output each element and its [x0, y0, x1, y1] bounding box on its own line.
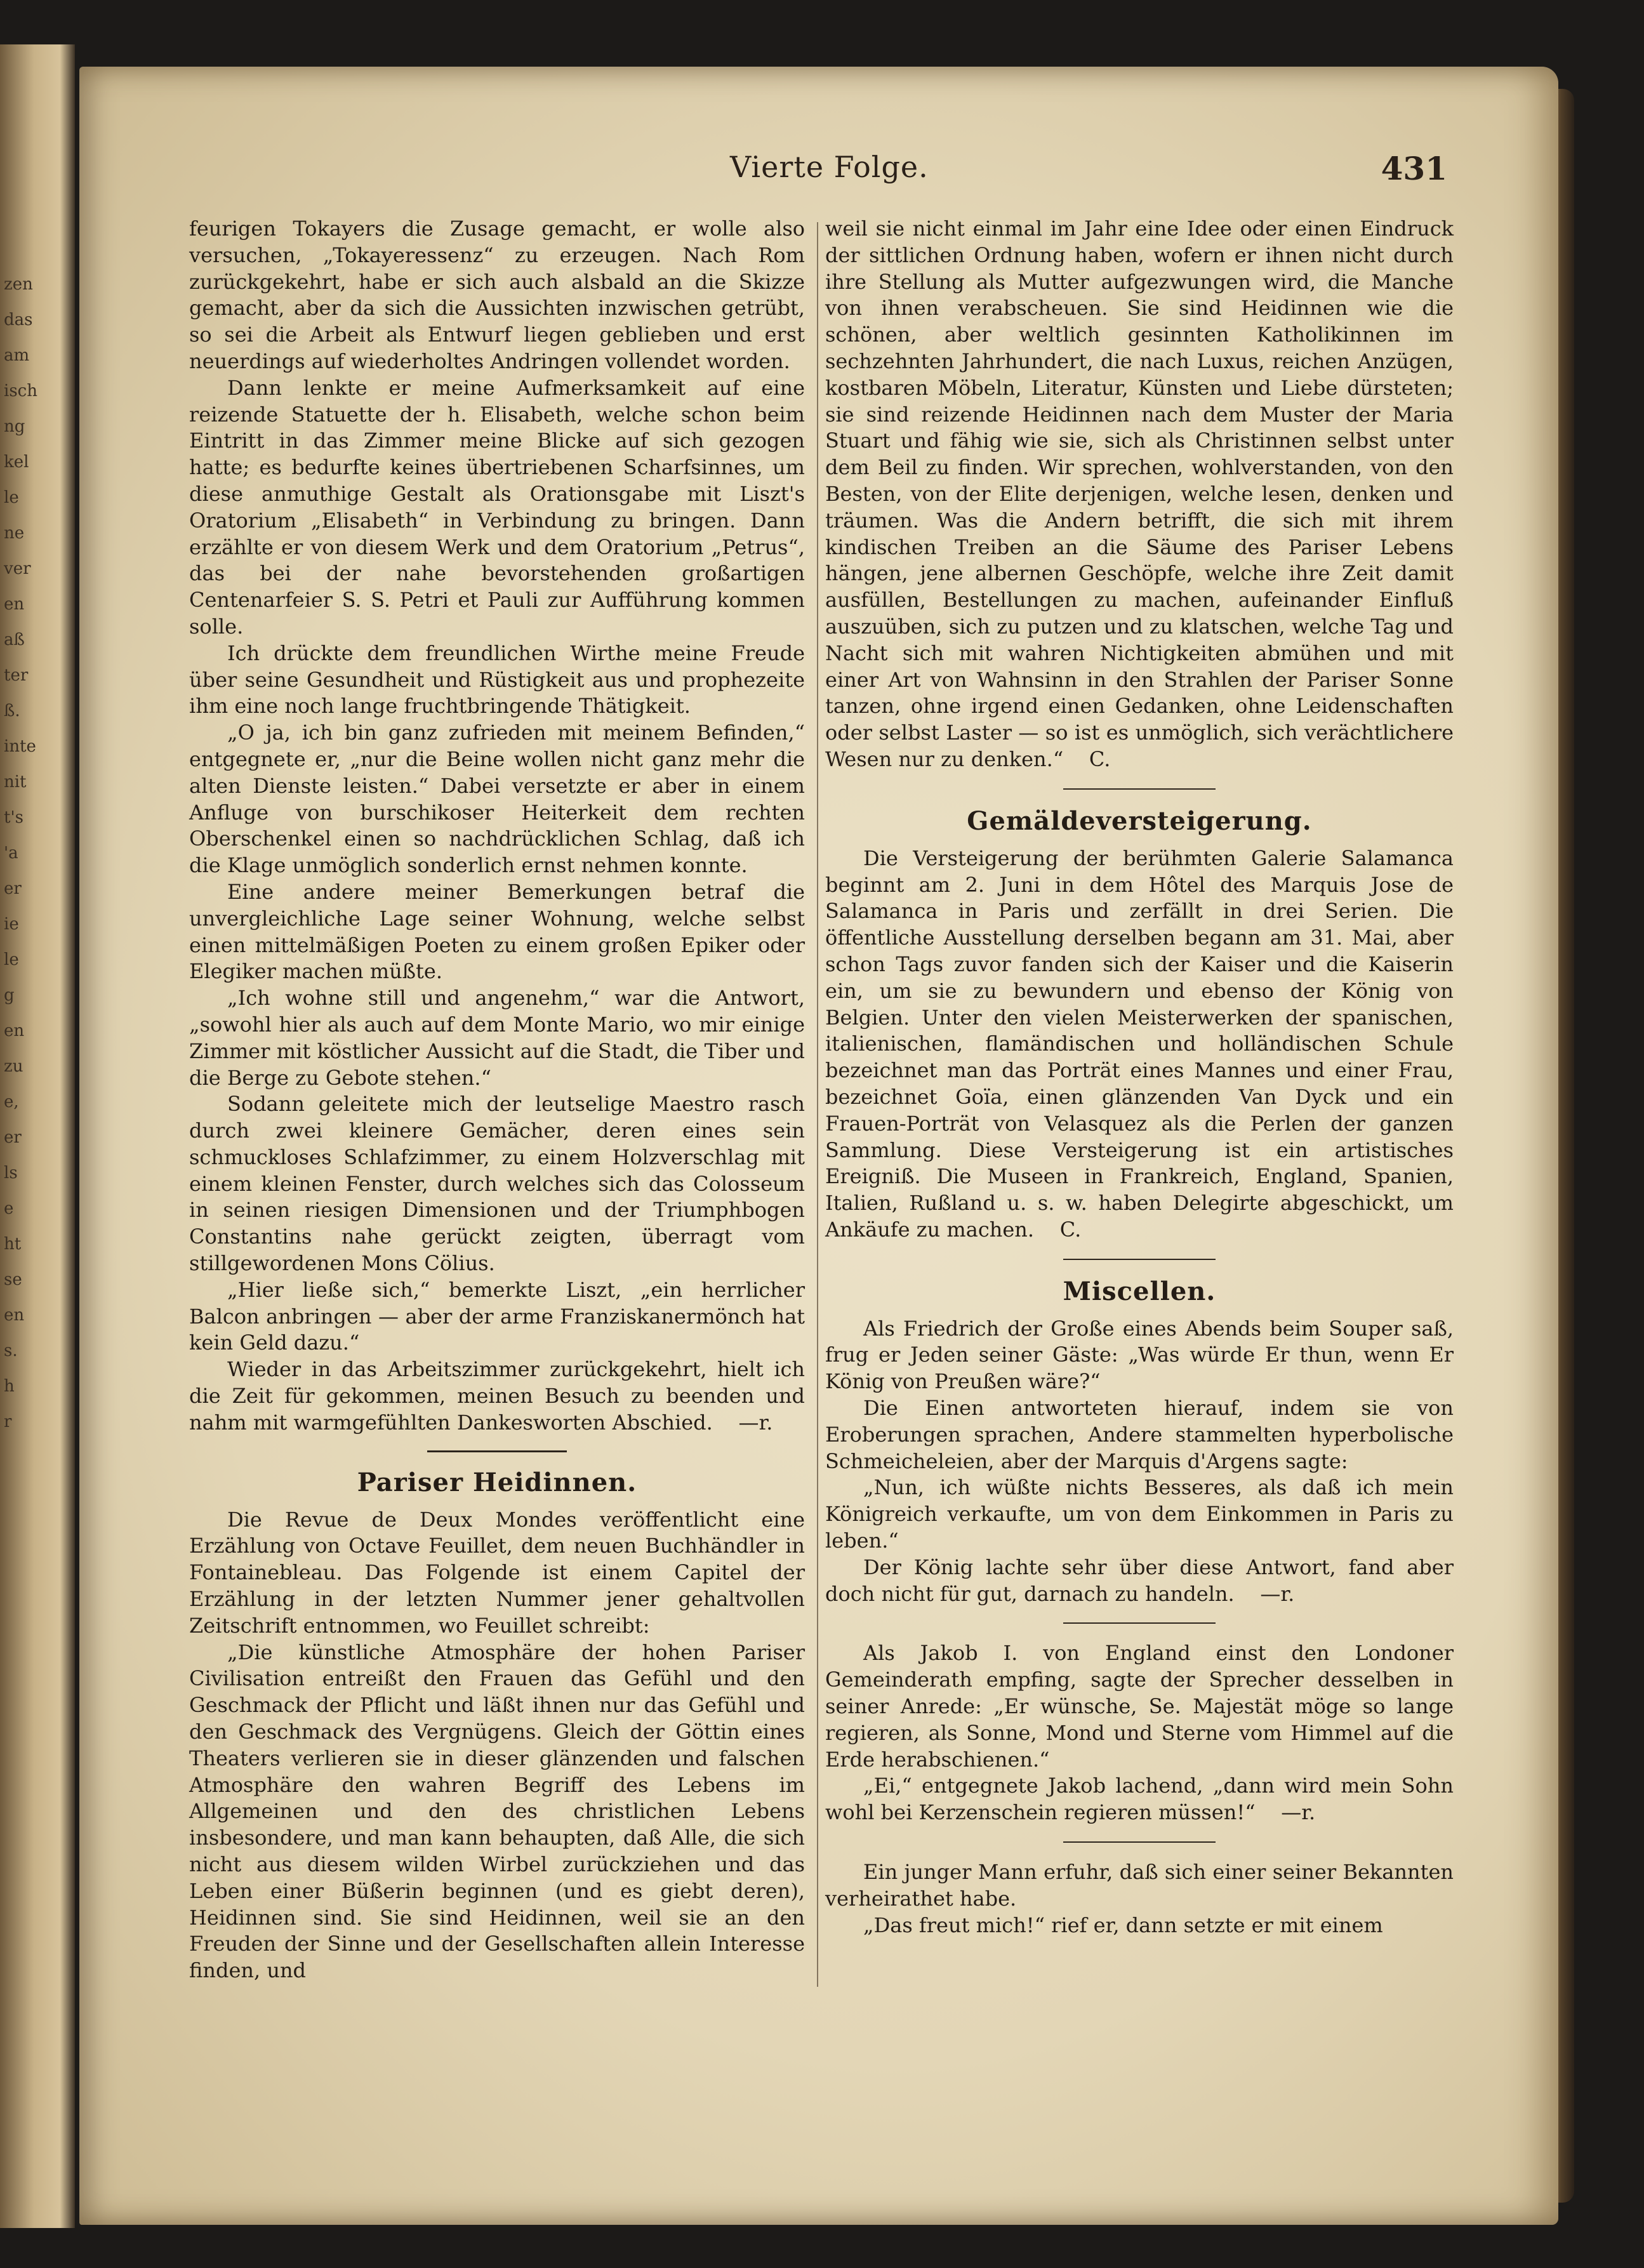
column-divider	[817, 222, 818, 1987]
paragraph-text: Die Versteigerung der berühmten Galerie Salamanca beginnt am 2. Juni in dem Hôtel des Marquis Jose de Salamanca in Paris und zerfällt in drei Serien. Die öffentliche Ausstellung derselben begann am 31. Mai, aber schon Tags zuvor fanden sich der Kaiser und die Kaiserin ein, um sie zu bewundern und ebenso der König von Belgien. Unter den vielen Meisterwerken der spanischen, italienischen, flamändischen und holländischen Schule bezeichnet man das Porträt eines Mannes und einer Frau, bezeichnet Goïa, einen glänzenden Van Dyck und ein Frauen-Porträt von Velasquez als die Perlen der ganzen Sammlung. Diese Versteigerung ist ein artistisches Ereigniß. Die Museen in Frankreich, England, Spanien, Italien, Rußland u. s. w. haben Delegirte abgeschickt, um Ankäufe zu machen.	[825, 846, 1454, 1242]
facing-page-fragment: r	[4, 1412, 12, 1431]
paragraph: Die Revue de Deux Mondes veröffentlicht eine Erzählung von Octave Feuillet, dem neuen Buchhändler in Fontainebleau. Das Folgende ist einem Capitel der Erzählung in der letzten Nummer jener gehaltvollen Zeitschrift entnommen, wo Feuillet schreibt:	[189, 1507, 805, 1638]
facing-page-fragment: am	[4, 346, 30, 365]
paragraph	[825, 846, 1454, 1243]
running-head	[730, 150, 1447, 188]
facing-page-fragment: en	[4, 595, 25, 614]
facing-page-fragment: ng	[4, 417, 25, 436]
paragraph-text: Wieder in das Arbeitszimmer zurückgekehrt, hielt ich die Zeit für gekommen, meinen Besuch zu beenden und nahm mit warmgefühlten Dankesworten Abschied.	[189, 1357, 805, 1435]
left-column	[189, 216, 805, 1984]
page-number: 431	[1381, 150, 1447, 187]
paragraph: „Die künstliche Atmosphäre der hohen Pariser Civilisation entreißt den Frauen das Gefühl und den Geschmack der Pflicht und läßt ihnen nur das Gefühl und den Geschmack des Vergnügens. Gleich der Göttin eines Theaters verlieren sie in dieser glänzenden und falschen Atmosphäre den wahren Begriff des Lebens im Allgemeinen und den des christlichen Lebens insbesondere, und man kann behaupten, daß Alle, die sich nicht aus diesem wilden Wirbel zurückziehen und das Leben einer Büßerin beginnen (und es giebt deren), Heidinnen sind. Sie sind Heidinnen, weil sie an den Freuden der Sinne und der Gesellschaften allein Interesse finden, und	[189, 1640, 805, 1983]
facing-page-fragment: kel	[4, 453, 29, 472]
facing-page-fragment: e,	[4, 1092, 19, 1111]
paragraph	[825, 1773, 1454, 1826]
author-signature: —r.	[738, 1410, 773, 1435]
paragraph: Als Friedrich der Große eines Abends beim Souper saß, frug er Jeden seiner Gäste: „Was würde Er thun, wenn Er König von Preußen wäre?“	[825, 1316, 1454, 1394]
facing-page-fragment: en	[4, 1021, 25, 1040]
item-rule	[1063, 1622, 1216, 1624]
paragraph: „Hier ließe sich,“ bemerkte Liszt, „ein herrlicher Balcon anbringen — aber der arme Franziskanermönch hat kein Geld dazu.“	[189, 1277, 805, 1355]
paragraph: Sodann geleitete mich der leutselige Maestro rasch durch zwei kleinere Gemächer, deren eines sein schmuckloses Schlafzimmer, zu einem Holzverschlag mit einem kleinen Fenster, durch welches sich das Colosseum in seinen riesigen Dimensionen und der Triumphbogen Constantins nahe gerückt zeigten, überragt vom stillgewordenen Mons Cölius.	[189, 1092, 805, 1276]
section-rule	[427, 1450, 567, 1452]
facing-page-fragment: ie	[4, 915, 19, 934]
paragraph: feurigen Tokayers die Zusage gemacht, er wolle also versuchen, „Tokayeressenz“ zu erzeugen. Nach Rom zurückgekehrt, habe er sich auch alsbald an die Skizze gemacht, aber da sich die Aussichten inzwischen getrübt, so sei die Arbeit als Entwurf liegen geblieben und erst neuerdings auf wiederholtes Andringen vollendet worden.	[189, 216, 805, 373]
paragraph	[825, 1555, 1454, 1608]
facing-page-fragment: le	[4, 950, 19, 969]
paragraph-text: weil sie nicht einmal im Jahr eine Idee oder einen Eindruck der sittlichen Ordnung haben, wofern er ihnen nicht durch ihre Stellung als Mutter aufgezwungen wird, die Manche von ihnen verabscheuen. Sie sind Heidinnen wie die schönen, aber weltlich gesinnten Katholikinnen im sechzehnten Jahrhundert, die nach Luxus, reichen Anzügen, kostbaren Möbeln, Literatur, Künsten und Liebe dürsteten; sie sind reizende Heidinnen nach dem Muster der Maria Stuart und fähig wie sie, sich als Christinnen selbst unter dem Beil zu finden. Wir sprechen, wohlverstanden, von den Besten, von der Elite derjenigen, welche lesen, denken und träumen. Was die Andern betrifft, die sich mit ihrem kindischen Treiben an die Säume des Pariser Lebens hängen, jene albernen Geschöpfe, welche ihre Zeit damit ausfüllen, Bestellungen zu machen, aufeinander Einfluß auszuüben, sich zu putzen und zu klatschen, welche Tag und Nacht sich mit wahren Nichtigkeiten abmühen und mit einer Art von Wahnsinn in den Strahlen der Pariser Sonne tanzen, ohne irgend einen Gedanken, ohne Leidenschaften oder selbst Laster — so ist es unmöglich, sich verächtlichere Wesen nur zu denken.“	[825, 216, 1454, 771]
facing-page-fragment: inte	[4, 737, 36, 756]
paragraph: „O ja, ich bin ganz zufrieden mit meinem Befinden,“ entgegnete er, „nur die Beine wollen nicht ganz mehr die alten Dienste leisten.“ Dabei versetzte er aber in einem Anfluge von burschikoser Heiterkeit dem rechten Oberschenkel einen so nachdrücklichen Schlag, daß ich die Klage unmöglich sonderlich ernst nehmen konnte.	[189, 720, 805, 878]
facing-page-fragment: aß	[4, 630, 25, 649]
facing-page-fragment: 'a	[4, 844, 18, 863]
paragraph: Ich drückte dem freundlichen Wirthe meine Freude über seine Gesundheit und Rüstigkeit aus und prophezeite ihm eine noch lange fruchtbringende Thätigkeit.	[189, 640, 805, 719]
facing-page-fragment: ht	[4, 1235, 22, 1254]
author-signature: —r.	[1281, 1800, 1316, 1825]
section-heading: Miscellen.	[1063, 1276, 1216, 1306]
facing-page-fragment: ter	[4, 666, 29, 685]
facing-page-fragment: er	[4, 1128, 22, 1147]
author-signature: —r.	[1260, 1581, 1295, 1606]
paragraph: Dann lenkte er meine Aufmerksamkeit auf eine reizende Statuette der h. Elisabeth, welche schon beim Eintritt in das Zimmer meine Blicke auf sich gezogen hatte; es bedurfte keines übertriebenen Scharfsinnes, um diese anmuthige Gestalt als Orationsgabe mit Liszt's Oratorium „Elisabeth“ in Verbindung zu bringen. Dann erzählte er von diesem Werk und dem Oratorium „Petrus“, das bei der nahe bevorstehenden großartigen Centenarfeier S. S. Petri et Pauli zur Aufführung kommen solle.	[189, 375, 805, 639]
section-heading: Gemäldeversteigerung.	[967, 806, 1312, 836]
facing-page-text-fragments	[4, 267, 37, 1440]
right-column	[825, 216, 1454, 1939]
facing-page-fragment: t's	[4, 808, 23, 827]
facing-page-fragment: ver	[4, 559, 31, 578]
facing-page-fragment: nit	[4, 773, 27, 792]
paragraph-text: Der König lachte sehr über diese Antwort, fand aber doch nicht für gut, darnach zu handeln.	[825, 1555, 1454, 1606]
paragraph-text: „Ei,“ entgegnete Jakob lachend, „dann wird mein Sohn wohl bei Kerzenschein regieren müssen!“	[825, 1774, 1454, 1825]
paragraph: Ein junger Mann erfuhr, daß sich einer seiner Bekannten verheirathet habe.	[825, 1860, 1454, 1911]
facing-page-fragment: ne	[4, 524, 25, 543]
facing-page-fragment: h	[4, 1377, 15, 1396]
paragraph: Die Einen antworteten hierauf, indem sie von Eroberungen sprachen, Andere stammelten hyperbolische Schmeicheleien, aber der Marquis d'Argens sagte:	[825, 1396, 1454, 1473]
facing-page-edge	[0, 44, 75, 2228]
facing-page-fragment: s.	[4, 1341, 18, 1360]
paragraph: „Ich wohne still und angenehm,“ war die Antwort, „sowohl hier als auch auf dem Monte Mario, wo mir einige Zimmer mit köstlicher Aussicht auf die Stadt, die Tiber und die Berge zu Gebote stehen.“	[189, 986, 805, 1090]
section-heading: Pariser Heidinnen.	[357, 1467, 637, 1497]
author-signature: C.	[1059, 1217, 1082, 1242]
facing-page-fragment: isch	[4, 381, 37, 401]
facing-page-fragment: e	[4, 1199, 14, 1218]
facing-page-fragment: le	[4, 488, 19, 507]
paragraph: „Das freut mich!“ rief er, dann setzte er mit einem	[863, 1913, 1383, 1937]
facing-page-fragment: das	[4, 310, 33, 329]
paragraph: „Nun, ich wüßte nichts Besseres, als daß ich mein Königreich verkaufte, um von dem Einkommen in Paris zu leben.“	[825, 1475, 1454, 1553]
section-rule	[1063, 1259, 1216, 1260]
facing-page-fragment: zen	[4, 275, 33, 294]
paragraph	[825, 216, 1454, 773]
facing-page-fragment: en	[4, 1306, 25, 1325]
facing-page-fragment: zu	[4, 1057, 23, 1076]
author-signature: C.	[1089, 746, 1111, 771]
item-rule	[1063, 1841, 1216, 1843]
paragraph: Eine andere meiner Bemerkungen betraf die unvergleichliche Lage seiner Wohnung, welche selbst einen mittelmäßigen Poeten zu einem großen Epiker oder Elegiker machen müßte.	[189, 879, 805, 984]
facing-page-fragment: er	[4, 879, 22, 898]
facing-page-fragment: ls	[4, 1164, 18, 1183]
running-title: Vierte Folge.	[730, 150, 929, 184]
paragraph: Als Jakob I. von England einst den Londoner Gemeinderath empfing, sagte der Sprecher desselben in seiner Anrede: „Er wünsche, Se. Majestät möge so lange regieren, als Sonne, Mond und Sterne vom Himmel auf die Erde herabschienen.“	[825, 1641, 1454, 1772]
paragraph	[189, 1356, 805, 1436]
facing-page-fragment: se	[4, 1270, 22, 1289]
section-rule	[1063, 788, 1216, 790]
facing-page-fragment: ß.	[4, 701, 20, 720]
facing-page-fragment: g	[4, 986, 15, 1005]
